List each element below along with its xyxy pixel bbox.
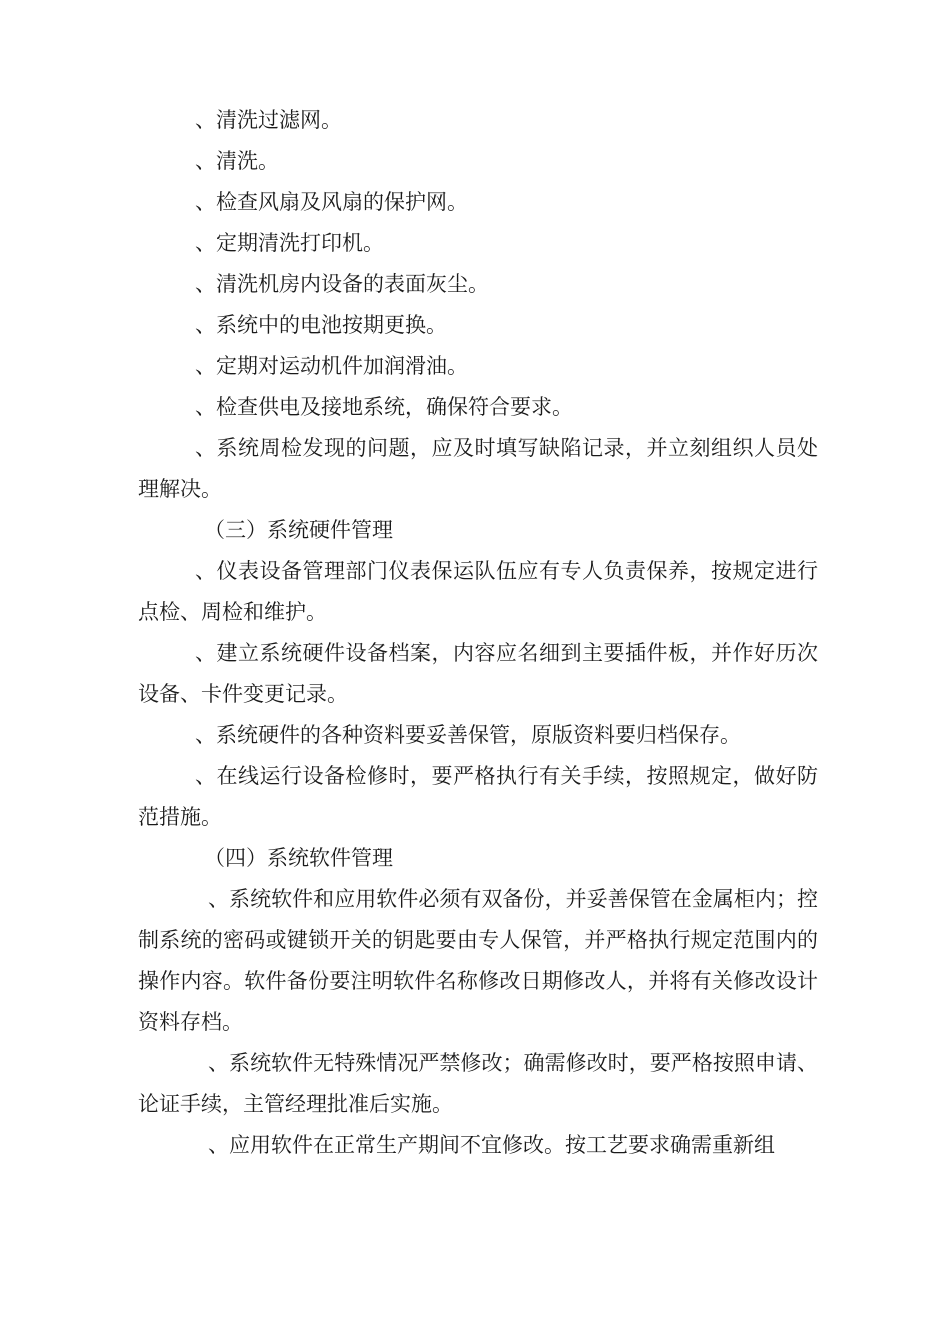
list-item: 、建立系统硬件设备档案，内容应名细到主要插件板，并作好历次设备、卡件变更记录。 [138,641,818,706]
list-item: 、系统周检发现的问题，应及时填写缺陷记录，并立刻组织人员处理解决。 [138,436,818,501]
list-item: 、检查供电及接地系统，确保符合要求。 [195,395,573,419]
list-item: 、在线运行设备检修时，要严格执行有关手续，按照规定，做好防范措施。 [138,764,818,829]
list-item: 、清洗。 [195,149,279,173]
list-item: 、检查风扇及风扇的保护网。 [195,190,468,214]
list-item: 、仪表设备管理部门仪表保运队伍应有专人负责保养，按规定进行点检、周检和维护。 [138,559,818,624]
list-item: 、清洗过滤网。 [195,108,342,132]
section-heading-hardware: （三）系统硬件管理 [204,518,393,542]
document-body [138,100,818,1166]
list-item: 、应用软件在正常生产期间不宜修改。按工艺要求确需重新组 [208,1133,775,1157]
list-item: 、定期清洗打印机。 [195,231,384,255]
list-item: 、定期对运动机件加润滑油。 [195,354,468,378]
section-heading-software: （四）系统软件管理 [204,846,393,870]
list-item: 、系统软件和应用软件必须有双备份，并妥善保管在金属柜内；控制系统的密码或键锁开关的钥匙要由专人保管，并严格执行规定范围内的操作内容。软件备份要注明软件名称修改日期修改人，并将有关修改设计资料存档。 [138,887,818,1034]
list-item: 、系统中的电池按期更换。 [195,313,447,337]
list-item: 、系统硬件的各种资料要妥善保管，原版资料要归档保存。 [195,723,741,747]
list-item: 、清洗机房内设备的表面灰尘。 [195,272,489,296]
list-item: 、系统软件无特殊情况严禁修改；确需修改时，要严格按照申请、论证手续，主管经理批准后实施。 [138,1051,818,1116]
